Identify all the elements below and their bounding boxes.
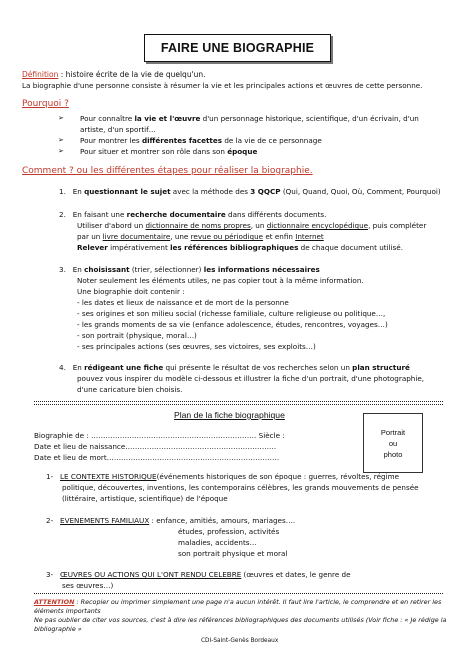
title-box <box>144 34 331 62</box>
step-3-line: - les dates et lieux de naissance et de mort de la personne <box>77 298 289 307</box>
plan-section-2: 2- EVENEMENTS FAMILIAUX : enfance, amitiés, amours, mariages…. <box>46 516 296 525</box>
step-3-line: Une biographie doit contenir : <box>77 287 185 296</box>
attention-line-2: éléments importants <box>34 607 101 615</box>
attention-line-4: bibliographie » <box>34 625 82 633</box>
plan-section-1-line: politique, découvertes, inventions, les contemporains célèbres, les grands mouvements de pensée <box>62 483 419 492</box>
portrait-label: Portrait <box>380 427 406 437</box>
step-3-line: - ses origines et son milieu social (richesse familiale, culture religieuse ou politique…, <box>77 309 386 318</box>
step-2-line-1: 2. En faisant une recherche documentaire dans différents documents. <box>59 210 327 219</box>
pourquoi-item-1: Pour connaître la vie et l'œuvre d'un personnage historique, scientifique, d'un écrivain, d'un <box>80 114 419 123</box>
page-title: FAIRE UNE BIOGRAPHIE <box>160 41 315 55</box>
plan-title: Plan de la fiche biographique <box>174 410 285 420</box>
step-1: 1. En questionnant le sujet avec la méthode des 3 QQCP (Qui, Quand, Quoi, Où, Comment, Pourquoi) <box>59 187 441 196</box>
pourquoi-item-2: Pour montrer les différentes facettes de la vie de ce personnage <box>80 136 322 145</box>
definition-label: Définition <box>22 70 59 79</box>
dotted-divider <box>34 593 443 594</box>
attention-line-3: Ne pas oublier de citer vos sources, c'est à dire les références bibliographiques des documents utilisés (Voir fiche : « Je rédige la <box>34 616 447 624</box>
dotted-divider <box>34 404 443 405</box>
arrow-bullet-icon: ➢ <box>58 147 64 155</box>
step-3-line: - les grands moments de sa vie (enfance adolescence, études, rencontres, voyages…) <box>77 320 388 329</box>
pourquoi-heading: Pourquoi ? <box>22 99 69 109</box>
comment-heading: Comment ? ou les différentes étapes pour réaliser la biographie. <box>22 166 313 176</box>
attention-line-1: ATTENTION : Recopier ou imprimer simplement une page n'a aucun intérêt. Il faut lire l'article, le comprendre et en retirer les <box>34 598 442 606</box>
field-biography-of: Biographie de : …………………………………………………………… Siècle : <box>34 431 285 440</box>
definition-line <box>22 70 206 79</box>
step-4-line-1: 4. En rédigeant une fiche qui présente le résultat de vos recherches selon un plan structuré <box>59 363 410 372</box>
plan-section-1-line: (littéraire, artistique, scientifique) de l'époque <box>62 494 228 503</box>
step-4-line-3: d'une caricature bien choisis. <box>77 385 183 394</box>
step-3-line: Noter seulement les éléments utiles, ne pas copier tout à la même information. <box>77 276 364 285</box>
step-4-line-2: pouvez vous inspirer du modèle ci-dessous et illustrer la fiche d'un portrait, d'une photographie, <box>77 374 425 383</box>
arrow-bullet-icon: ➢ <box>58 136 64 144</box>
step-2-line-3: par un livre documentaire, une revue ou périodique et enfin Internet <box>77 232 324 241</box>
definition-text: : histoire écrite de la vie de quelqu'un. <box>58 70 206 79</box>
pourquoi-item-1-cont: artiste, d'un sportif… <box>80 125 156 134</box>
portrait-label: ou <box>388 438 398 448</box>
field-birth: Date et lieu de naissance……………………………………………………… <box>34 442 277 451</box>
definition-line2: La biographie d'une personne consiste à résumer la vie et les principales actions et œuvres de cette personne. <box>22 81 423 90</box>
dotted-divider <box>34 401 443 402</box>
step-2-line-2: Utiliser d'abord un dictionnaire de noms propres, un dictionnaire encyclopédique, puis compléter <box>77 221 427 230</box>
plan-section-2-line: études, profession, activités <box>178 527 280 536</box>
step-3-line-1: 3. En choisissant (trier, sélectionner) les informations nécessaires <box>59 265 320 274</box>
pourquoi-item-3: Pour situer et montrer son rôle dans son époque <box>80 147 258 156</box>
plan-section-2-line: son portrait physique et moral <box>178 549 288 558</box>
field-death: Date et lieu de mort……………………………………………………………… <box>34 453 280 462</box>
plan-section-3-line: ses œuvres…) <box>62 581 114 590</box>
footer-credit: CDI-Saint-Genès Bordeaux <box>201 638 279 644</box>
plan-section-3: 3- ŒUVRES OU ACTIONS QUI L'ONT RENDU CELEBRE (œuvres et dates, le genre de <box>46 570 351 579</box>
plan-section-1: 1- LE CONTEXTE HISTORIQUE(événements historiques de son époque : guerres, révoltes, régime <box>46 472 400 481</box>
step-3-line: - son portrait (physique, moral…) <box>77 331 197 340</box>
step-2-line-4: Relever impérativement les références bibliographiques de chaque document utilisé. <box>77 243 404 252</box>
step-3-line: - ses principales actions (ses œuvres, ses victoires, ses exploits…) <box>77 342 316 351</box>
arrow-bullet-icon: ➢ <box>58 114 64 122</box>
portrait-label: photo <box>383 449 403 459</box>
plan-section-2-line: maladies, accidents… <box>178 538 257 547</box>
portrait-photo-box <box>363 413 423 473</box>
